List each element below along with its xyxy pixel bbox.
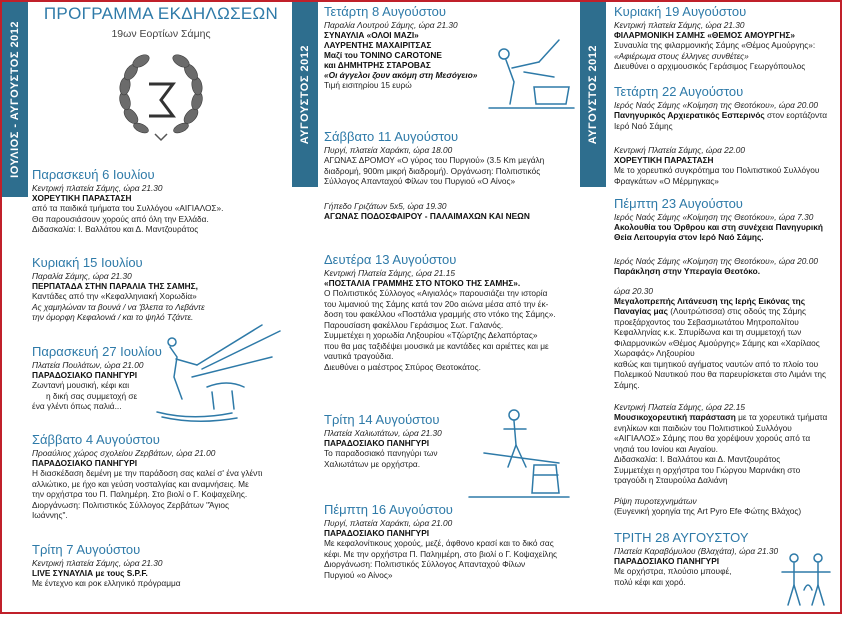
event-ticket-price: Τιμή εισιτηρίου 15 ευρώ [324, 80, 412, 90]
event-text: καθώς και τιμητικού αγήματος ναυτών από το πλοίο του [614, 358, 819, 369]
event-date-heading: Τετάρτη 8 Αυγούστου [324, 4, 447, 19]
event-name: ΑΓΩΝΑΣ ΠΟΔΟΣΦΑΙΡΟΥ - ΠΑΛΑΙΜΑΧΩΝ ΚΑΙ ΝΕΩΝ [324, 210, 530, 221]
event-text: Φραγκάτων «Ο Μέρμηγκας» [614, 175, 719, 186]
event-text: η δική σας συμμετοχή σε [46, 390, 138, 401]
event-name: LIVE ΣΥΝΑΥΛΙΑ με τους S.P.F. [32, 568, 148, 578]
event-text: Καντάδες από την «Κεφαλληνιακή Χορωδία» [32, 291, 197, 301]
event-date-heading: Παρασκευή 6 Ιουλίου [32, 167, 155, 182]
event-jul-15 [32, 255, 290, 323]
event-text: Ιωάννης". [32, 510, 68, 520]
event-text: προεξάρχοντος του Σεβασμιωτάτου Μητροπολίτου [614, 316, 799, 327]
event-name: Πανηγυρικός Αρχιερατικός Εσπερινός [614, 110, 765, 120]
event-jul-06 [32, 167, 290, 235]
event-aug-23 [614, 196, 840, 517]
event-date-heading: Σάββατο 11 Αυγούστου [324, 129, 459, 144]
event-text: Ιερό Ναό Σάμης [614, 120, 673, 131]
event-aug-19 [614, 4, 840, 72]
event-text: Ζωντανή μουσική, κέφι και [32, 380, 130, 390]
event-aug-22 [614, 84, 840, 186]
event-date-heading: Δευτέρα 13 Αυγούστου [324, 252, 457, 267]
event-text: «ΑΙΓΙΑΛΟΣ» Σάμης που θα χορέψουν χορούς από τα [614, 433, 811, 443]
event-aug-16 [324, 502, 578, 580]
column-1-content [32, 2, 290, 588]
event-time: ώρα 20.30 [614, 286, 654, 296]
event-text: «Αφιέρωμα στους έλληνες συνθέτες» [614, 50, 749, 61]
event-date-heading: Παρασκευή 27 Ιουλίου [32, 344, 162, 359]
event-text: ένα γλέντι όπως παλιά... [32, 401, 122, 411]
event-text: του λιμανιού της Σάμης κατά τον 20ο αιώνα μέσα από την έκ- [324, 298, 549, 309]
event-name: Μαζί του ΤΟΝΙΝΟ CAROTONE [324, 50, 442, 60]
event-subtitle: «Οι άγγελοι ζουν ακόμη στη Μεσόγειο» [324, 70, 478, 80]
event-text: ΑΓΩΝΑΣ ΔΡΟΜΟΥ «Ο γύρος του Πυργιού» (3.5 Km μεγάλη [324, 155, 545, 165]
blacksmith-sketch-icon [484, 32, 579, 112]
event-text: Πολεμικού Ναυτικού που θα παρευρίσκεται στο Λιμάνι της [614, 369, 827, 379]
event-text: Σάμης. [614, 379, 640, 390]
event-date-heading: Κυριακή 15 Ιουλίου [32, 255, 143, 270]
event-name: ΠΑΡΑΔΟΣΙΑΚΟ ΠΑΝΗΓΥΡΙ [324, 438, 430, 448]
event-name: ΛΑΥΡΕΝΤΗΣ ΜΑΧΑΙΡΙΤΣΑΣ [324, 40, 432, 50]
dancers-sketch-icon [774, 550, 840, 610]
event-location: Κεντρική Πλατεία Σάμης, ώρα 22.15 [614, 402, 745, 412]
event-text: Διοργάνωση: Πολιτιστικός Σύλλογος Ζερβάτων "Άγιος [32, 499, 230, 510]
event-text: κέφι. Με την ορχήστρα Π. Παληιμέρη, στο βιολί ο Γ. Κοψαχείλης [324, 548, 558, 559]
side-tab-label: ΑΥΓΟΥΣΤΟΣ 2012 [587, 44, 599, 145]
event-location: Πλατεία Χαλιωτάτων, ώρα 21.30 [324, 428, 442, 438]
event-text: τραγούδι η Σταυρούλα Δαλιάνη [614, 475, 728, 485]
event-location: Παραλία Λουτρού Σάμης, ώρα 21.30 [324, 20, 458, 30]
event-name: ΧΟΡΕΥΤΙΚΗ ΠΑΡΑΣΤΑΣΗ [32, 193, 132, 203]
event-name: Παναγίας μας [614, 306, 668, 316]
event-location: Ιερός Ναός Σάμης «Κοίμηση της Θεοτόκου», ώρα 20.00 [614, 100, 818, 110]
event-text: Με έντεχνο και ροκ ελληνικό πρόγραμμα [32, 578, 181, 588]
event-text: Σύλλογος Απανταχού Φίλων του Πυργιού «Ο Αίνος» [324, 176, 516, 186]
event-text: αλλιώτικο, με ήχο και γεύση νοσταλγίας και αναμνήσεις. Με [32, 478, 249, 489]
event-location: Ιερός Ναός Σάμης «Κοίμηση της Θεοτόκου», ώρα 7.30 [614, 212, 814, 222]
event-text: ναυτικά τραγούδια. [324, 351, 394, 361]
event-text: Παρουσίαση φακέλλου Γεράσιμος Σωτ. Γαλανός. [324, 319, 504, 330]
event-location: Προαύλιος χώρος σχολείου Ζερβάτων, ώρα 21.00 [32, 448, 216, 458]
event-text: Η διασκέδαση δεμένη με την παράδοση σας καλεί σ' ένα γλέντι [32, 468, 263, 478]
event-text: Συναυλία της φιλαρμονικής Σάμης «Θέμος Αμούργης»: [614, 40, 816, 50]
event-date-heading: Τρίτη 7 Αυγούστου [32, 542, 141, 557]
event-text: Ο Πολιτιστικός Σύλλογος «Αιγιαλός» παρουσιάζει την ιστορία [324, 288, 548, 298]
event-text: Το παραδοσιακό πανηγύρι των [324, 448, 438, 458]
event-location: Κεντρική Πλατεία Σάμης, ώρα 22.00 [614, 145, 745, 155]
event-text: πολύ κέφι και χορό. [614, 576, 686, 587]
event-date-heading: ΤΡΙΤΗ 28 ΑΥΓΟΥΣΤΟΥ [614, 530, 749, 545]
event-name: ΠΕΡΠΑΤΑΔΑ ΣΤΗΝ ΠΑΡΑΛΙΑ ΤΗΣ ΣΑΜΗΣ, [32, 281, 198, 291]
event-text: που θα μας ταξιδέψει μουσικά με καντάδες και αριέττες και με [324, 340, 549, 351]
event-name: ΧΟΡΕΥΤΙΚΗ ΠΑΡΑΣΤΑΣΗ [614, 155, 714, 165]
laurel-wreath-emblem-icon [111, 46, 211, 146]
fireworks-label: Ρίψη πυροτεχνημάτων [614, 495, 697, 506]
event-text: (Λουτρώτισσα) στις οδούς της Σάμης [667, 306, 807, 316]
event-location: Κεντρική πλατεία Σάμης, ώρα 21.30 [32, 558, 163, 568]
event-location: Παραλία Σάμης, ώρα 21.30 [32, 271, 132, 281]
event-text: νησιά του Ιονίου και Αιγαίου. [614, 443, 718, 454]
event-text: Συμμετέχει η ορχήστρα του Γιώργου Μαρινάκη στο [614, 464, 801, 475]
cooper-barrel-sketch-icon [464, 405, 574, 500]
event-text: Φιλαρμονικών «Θέμος Αμούργης» Σάμης και «Χαρίλαος [614, 337, 820, 348]
side-tab-july-august [2, 2, 28, 197]
event-text: Διδασκαλία: Ι. Βαλλάτου και Δ. Μαντζουράτος [32, 224, 199, 234]
event-text: Θα παρουσιάσουν χορούς από όλη την Ελλάδα. [32, 213, 209, 224]
event-date-heading: Πέμπτη 16 Αυγούστου [324, 502, 453, 517]
event-text: Χωραφάς» Ληξουρίου [614, 348, 695, 358]
page-subtitle: 19ων Εορτίων Σάμης [111, 28, 211, 40]
event-text: διαδρομή, 900m μικρή διαδρομή). Οργάνωση: Πολιτιστικός [324, 165, 541, 176]
event-location: Κεντρική Πλατεία Σάμης, ώρα 21.15 [324, 268, 455, 278]
event-name: ΠΑΡΑΔΟΣΙΑΚΟ ΠΑΝΗΓΥΡΙ [32, 458, 138, 468]
event-text: Με ορχήστρα, πλούσιο μπουφέ, [614, 566, 732, 576]
event-date-heading: Τετάρτη 22 Αυγούστου [614, 84, 744, 99]
event-text: την ορχήστρα του Π. Παλημέρη. Στο βιολί ο Γ. Κοψαχείλης. [32, 489, 248, 499]
side-tab-label: ΙΟΥΛΙΟΣ - ΑΥΓΟΥΣΤΟΣ 2012 [9, 21, 21, 178]
event-date-heading: Σάββατο 4 Αυγούστου [32, 432, 160, 447]
event-text: Κεφαλληνίας κ.κ. Σπυρίδωνα και τη συμμετοχή των [614, 327, 802, 337]
event-location: Κεντρική πλατεία Σάμης, ώρα 21.30 [614, 20, 745, 30]
column-july [2, 2, 292, 612]
event-name: Παράκληση στην Υπεραγία Θεοτόκο. [614, 266, 761, 276]
column-august-2 [580, 2, 842, 612]
event-text: Συμμετέχει η χορωδία Ληξουρίου «Τζώρτζης Δελαπόρτας» [324, 330, 538, 340]
event-text: Διοργάνωση: Πολιτιστικός Σύλλογος Απανταχού Φίλων [324, 559, 526, 569]
event-text: Διευθύνει ο μαέστρος Σπύρος Θεοτοκάτος. [324, 361, 481, 372]
event-aug-11 [324, 129, 578, 221]
event-text: Με το χορευτικό συγκρότημα του Πολιτιστικού Συλλόγου [614, 165, 820, 175]
event-text: δοση του φακέλλου «Ποστάλια γραμμής στο ντόκο της Σάμης». [324, 309, 556, 319]
event-name: και ΔΗΜΗΤΡΗΣ ΣΤΑΡΟΒΑΣ [324, 60, 431, 70]
event-date-heading: Κυριακή 19 Αυγούστου [614, 4, 747, 19]
event-aug-07 [32, 542, 290, 589]
event-text: με τα χορευτικά τμήματα [735, 412, 828, 422]
event-name: ΦΙΛΑΡΜΟΝΙΚΗ ΣΑΜΗΣ «ΘΕΜΟΣ ΑΜΟΥΡΓΗΣ» [614, 30, 795, 40]
event-text: από τα παιδικά τμήματα του Συλλόγου «ΑΙΓΙΑΛΟΣ». [32, 203, 224, 213]
event-text: Διδασκαλία: Ι. Βαλλάτου και Δ. Μαντζουράτος [614, 454, 781, 464]
event-text: Πυργιού «ο Αίνος» [324, 569, 393, 580]
event-verse: την όμορφη Κεφαλονιά / και το ψηλό Τζάντε. [32, 312, 194, 322]
event-location: Πλατεία Πουλάτων, ώρα 21.00 [32, 360, 144, 370]
fishermen-boat-sketch-icon [152, 317, 287, 427]
event-name: Ακολουθία του Όρθρου και στη συνέχεια Πανηγυρική [614, 222, 823, 232]
event-name: ΣΥΝΑΥΛΙΑ «ΟΛΟΙ ΜΑΖΙ» [324, 30, 419, 40]
event-name: Μεγαλοπρεπής Λιτάνευση της Ιερής Εικόνας της [614, 296, 806, 306]
event-location: Πυργί, πλατεία Χαράκτι, ώρα 18.00 [324, 145, 453, 155]
event-text: ενηλίκων και παιδιών του Πολιτιστικού Συλλόγου [614, 422, 792, 433]
fireworks-sponsor: (Ευγενική χορηγία της Art Pyro Efe Φώτης Βλάχος) [614, 506, 802, 516]
event-date-heading: Τρίτη 14 Αυγούστου [324, 412, 440, 427]
event-text: Με κεφαλονίτικους χορούς, μεζέ, άφθονο κρασί και το δικό σας [324, 538, 554, 548]
event-location: Ιερός Ναός Σάμης «Κοίμηση της Θεοτόκου», ώρα 20.00 [614, 256, 818, 266]
page-title: ΠΡΟΓΡΑΜΜΑ ΕΚΔΗΛΩΣΕΩΝ [43, 4, 279, 23]
side-tab-august [292, 2, 318, 187]
event-location: Γήπεδο Γριζάτων 5x5, ώρα 19.30 [324, 200, 447, 211]
event-text: Διευθύνει ο αρχιμουσικός Γεράσιμος Γεωργόπουλος [614, 61, 806, 71]
event-name: ΠΑΡΑΔΟΣΙΑΚΟ ΠΑΝΗΓΥΡΙ [324, 528, 430, 538]
column-august-1 [292, 2, 580, 612]
event-name: Θεία Λειτουργία στον Ιερό Ναό Σάμης. [614, 232, 764, 242]
event-location: Πυργί, πλατεία Χαράκτι, ώρα 21.00 [324, 518, 453, 528]
event-verse: Ας χαμηλώναν τα βουνά / να 'βλεπα το Λεβάντε [32, 301, 205, 312]
event-date-heading: Πέμπτη 23 Αυγούστου [614, 196, 743, 211]
event-aug-13 [324, 252, 578, 372]
event-aug-04 [32, 432, 290, 521]
event-name: ΠΑΡΑΔΟΣΙΑΚΟ ΠΑΝΗΓΥΡΙ [32, 370, 138, 380]
event-location: Κεντρική πλατεία Σάμης, ώρα 21.30 [32, 183, 163, 193]
event-name: «ΠΟΣΤΑΛΙΑ ΓΡΑΜΜΗΣ ΣΤΟ ΝΤΟΚΟ ΤΗΣ ΣΑΜΗΣ». [324, 278, 521, 288]
event-location: Πλατεία Καραβόμυλου (Βλαχάτα), ώρα 21.30 [614, 546, 779, 556]
event-name: Μουσικοχορευτική παράσταση [614, 412, 736, 422]
event-text: στον εορτάζοντα [764, 110, 828, 120]
side-tab-august [580, 2, 606, 187]
event-name: ΠΑΡΑΔΟΣΙΑΚΟ ΠΑΝΗΓΥΡΙ [614, 556, 720, 566]
side-tab-label: ΑΥΓΟΥΣΤΟΣ 2012 [299, 44, 311, 145]
event-text: Χαλιωτάτων με ορχήστρα. [324, 458, 421, 469]
